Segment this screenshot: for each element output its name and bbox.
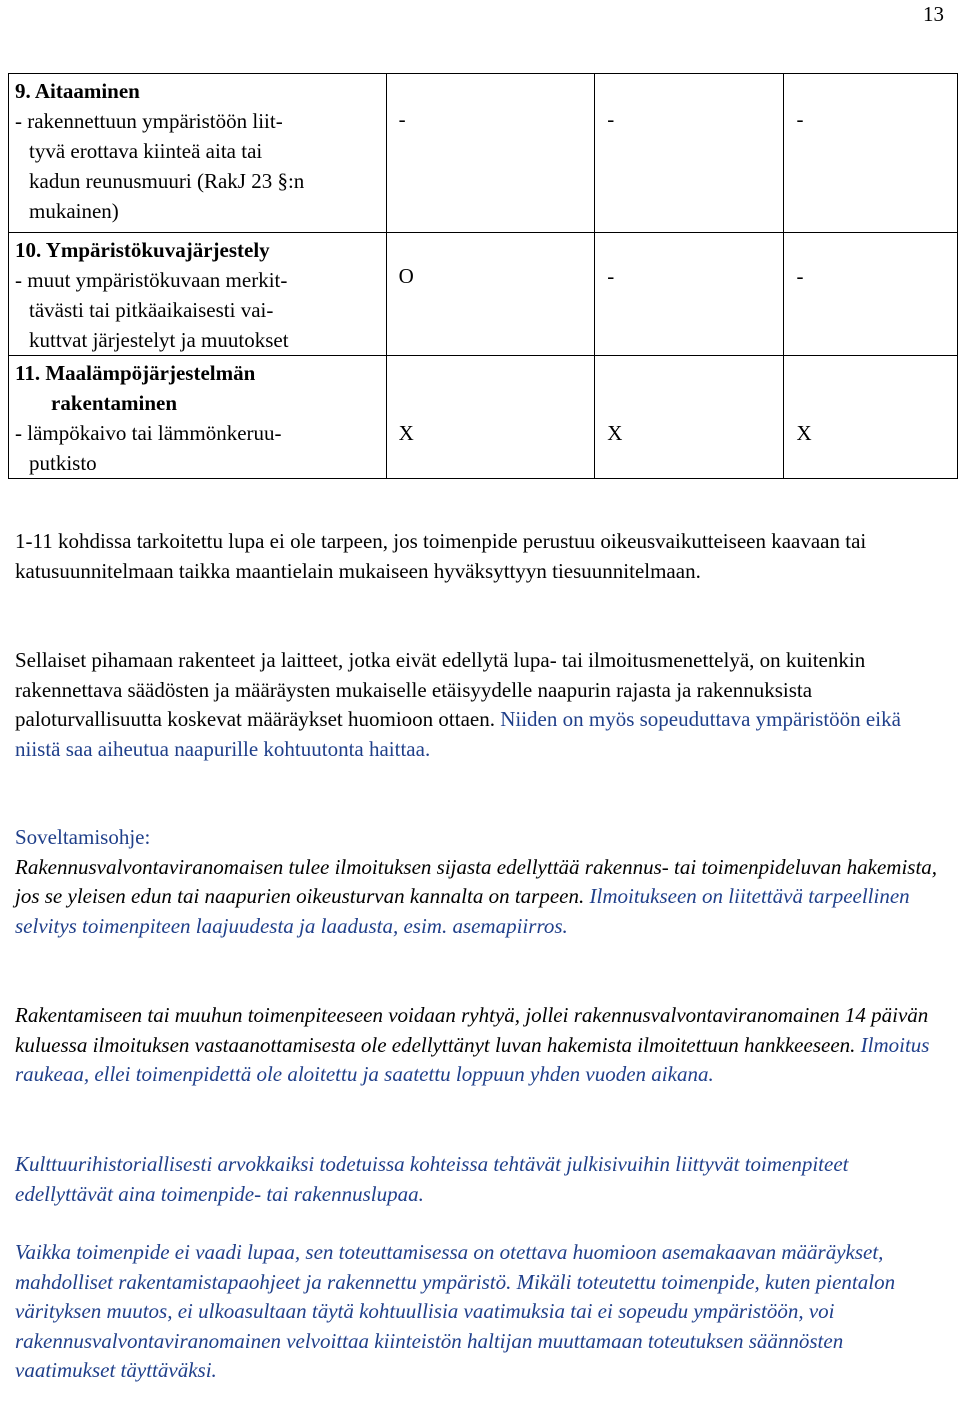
mark-cell: [595, 356, 784, 479]
mark: -: [398, 107, 406, 131]
paragraph-text-part: Niiden on myös sopeuduttava ympäristöön eikä niistä saa aiheutua naapurille kohtuutonta haittaa.: [15, 707, 901, 761]
mark: -: [607, 107, 615, 131]
paragraph-text: [15, 853, 945, 942]
item-line: kuttvat järjestelyt ja muutokset: [29, 328, 289, 352]
mark-cell: [386, 356, 595, 479]
paragraph-text: [15, 646, 945, 764]
mark-cell: [784, 74, 958, 233]
item-line: - muut ympäristökuvaan merkit-: [15, 268, 288, 292]
mark-cell: [386, 233, 595, 356]
mark: -: [796, 107, 804, 131]
mark: -: [607, 264, 615, 288]
mark: X: [398, 421, 414, 445]
mark: X: [796, 421, 812, 445]
mark-cell: [595, 74, 784, 233]
guidance-section: [15, 823, 945, 941]
paragraph-text: Kulttuurihistoriallisesti arvokkaiksi todetuissa kohteissa tehtävät julkisivuihin liittyvät toimenpiteet edellyttävät aina toimenpide- tai rakennuslupaa.: [15, 1152, 849, 1206]
item-line: putkisto: [29, 451, 97, 475]
mark-cell: [386, 74, 595, 233]
table-row: [9, 356, 958, 479]
permit-table: [8, 73, 958, 479]
item-description: [9, 74, 387, 233]
item-line: tyvä erottava kiinteä aita tai: [29, 139, 263, 163]
paragraph-text: [15, 1238, 945, 1386]
item-description: [9, 356, 387, 479]
mark-cell: [784, 233, 958, 356]
mark-cell: [595, 233, 784, 356]
item-description: [9, 233, 387, 356]
paragraph-distances: [15, 646, 945, 764]
paragraph-text-part: Ilmoitukseen on liitettävä tarpeellinen selvitys toimenpiteen laajuudesta ja laadusta, esim. asemapiirros.: [15, 884, 910, 938]
table-row: [9, 233, 958, 356]
paragraph-text-part: Sellaiset pihamaan rakenteet ja laitteet, jotka eivät edellytä lupa- tai ilmoitusmenettelyä, on kuitenkin rakennettava säädösten ja määräysten mukaiselle etäisyydelle naapurin rajasta ja rakennuksista paloturvallisuutta koskevat määräykset huomioon ottaen.: [15, 648, 866, 731]
paragraph-text-part: Mikäli toteutettu toimenpide, kuten pientalon värityksen muutos, ei ulkoasultaan täytä kohtuullisia vaatimuksia tai ei sopeudu ympäristöön, voi rakennusvalvontaviranomainen velvoittaa kiinteistön haltijan muuttamaan toteutuksen säännösten vaatimukset täyttäväksi.: [15, 1269, 896, 1382]
mark: X: [607, 421, 623, 445]
item-line: kadun reunusmuuri (RakJ 23 §:n: [29, 169, 305, 193]
paragraph-requirements: [15, 1238, 945, 1386]
mark: O: [398, 264, 414, 288]
guidance-label: Soveltamisohje:: [15, 825, 151, 849]
page-number: 13: [923, 2, 944, 26]
paragraph-text-part: Rakennusvalvontaviranomaisen tulee ilmoituksen sijasta edellyttää rakennus- tai toimenpideluvan hakemista, jos se yleisen edun tai naapurien oikeusturvan kannalta on tarpeen.: [15, 854, 938, 908]
item-title-line: 11. Maalämpöjärjestelmän: [15, 361, 256, 385]
paragraph-text: [15, 1001, 945, 1090]
paragraph-text-part: Rakentamiseen tai muuhun toimenpiteeseen voidaan ryhtyä, jollei rakennusvalvontaviranomainen 14 päivän kuluessa ilmoituksen vastaanottamisesta ole edellyttänyt luvan hakemista ilmoitettuun hankkeeseen.: [15, 1003, 929, 1057]
item-title-line: rakentaminen: [51, 391, 177, 415]
paragraph-cultural-heritage: [15, 1150, 945, 1209]
item-line: tävästi tai pitkäaikaisesti vai-: [29, 298, 274, 322]
item-title: 10. Ympäristökuvajärjestely: [15, 238, 270, 262]
paragraph-text-part: Ilmoitus raukeaa, ellei toimenpidettä ole aloitettu ja saatettu loppuun yhden vuoden aikana.: [15, 1032, 930, 1086]
table-row: [9, 74, 958, 233]
item-title: [15, 358, 380, 418]
paragraph-start-work: [15, 1001, 945, 1090]
mark: -: [796, 264, 804, 288]
item-line: - lämpökaivo tai lämmönkeruu-: [15, 421, 282, 445]
paragraph-text-part: Vaikka toimenpide ei vaadi lupaa, sen toteuttamisessa on otettava huomioon asemakaavan määräykset, mahdolliset rakentamistapaohjeet ja rakennettu ympäristö.: [15, 1240, 884, 1294]
item-title: 9. Aitaaminen: [15, 79, 140, 103]
item-line: - rakennettuun ympäristöön liit-: [15, 109, 283, 133]
paragraph-text: 1-11 kohdissa tarkoitettu lupa ei ole tarpeen, jos toimenpide perustuu oikeusvaikutteiseen kaavaan tai katusuunnitelmaan taikka maantielain mukaiseen hyväksyttyyn tiesuunnitelmaan.: [15, 529, 867, 583]
mark-cell: [784, 356, 958, 479]
paragraph-exemption: [15, 527, 945, 586]
item-line: mukainen): [29, 199, 119, 223]
